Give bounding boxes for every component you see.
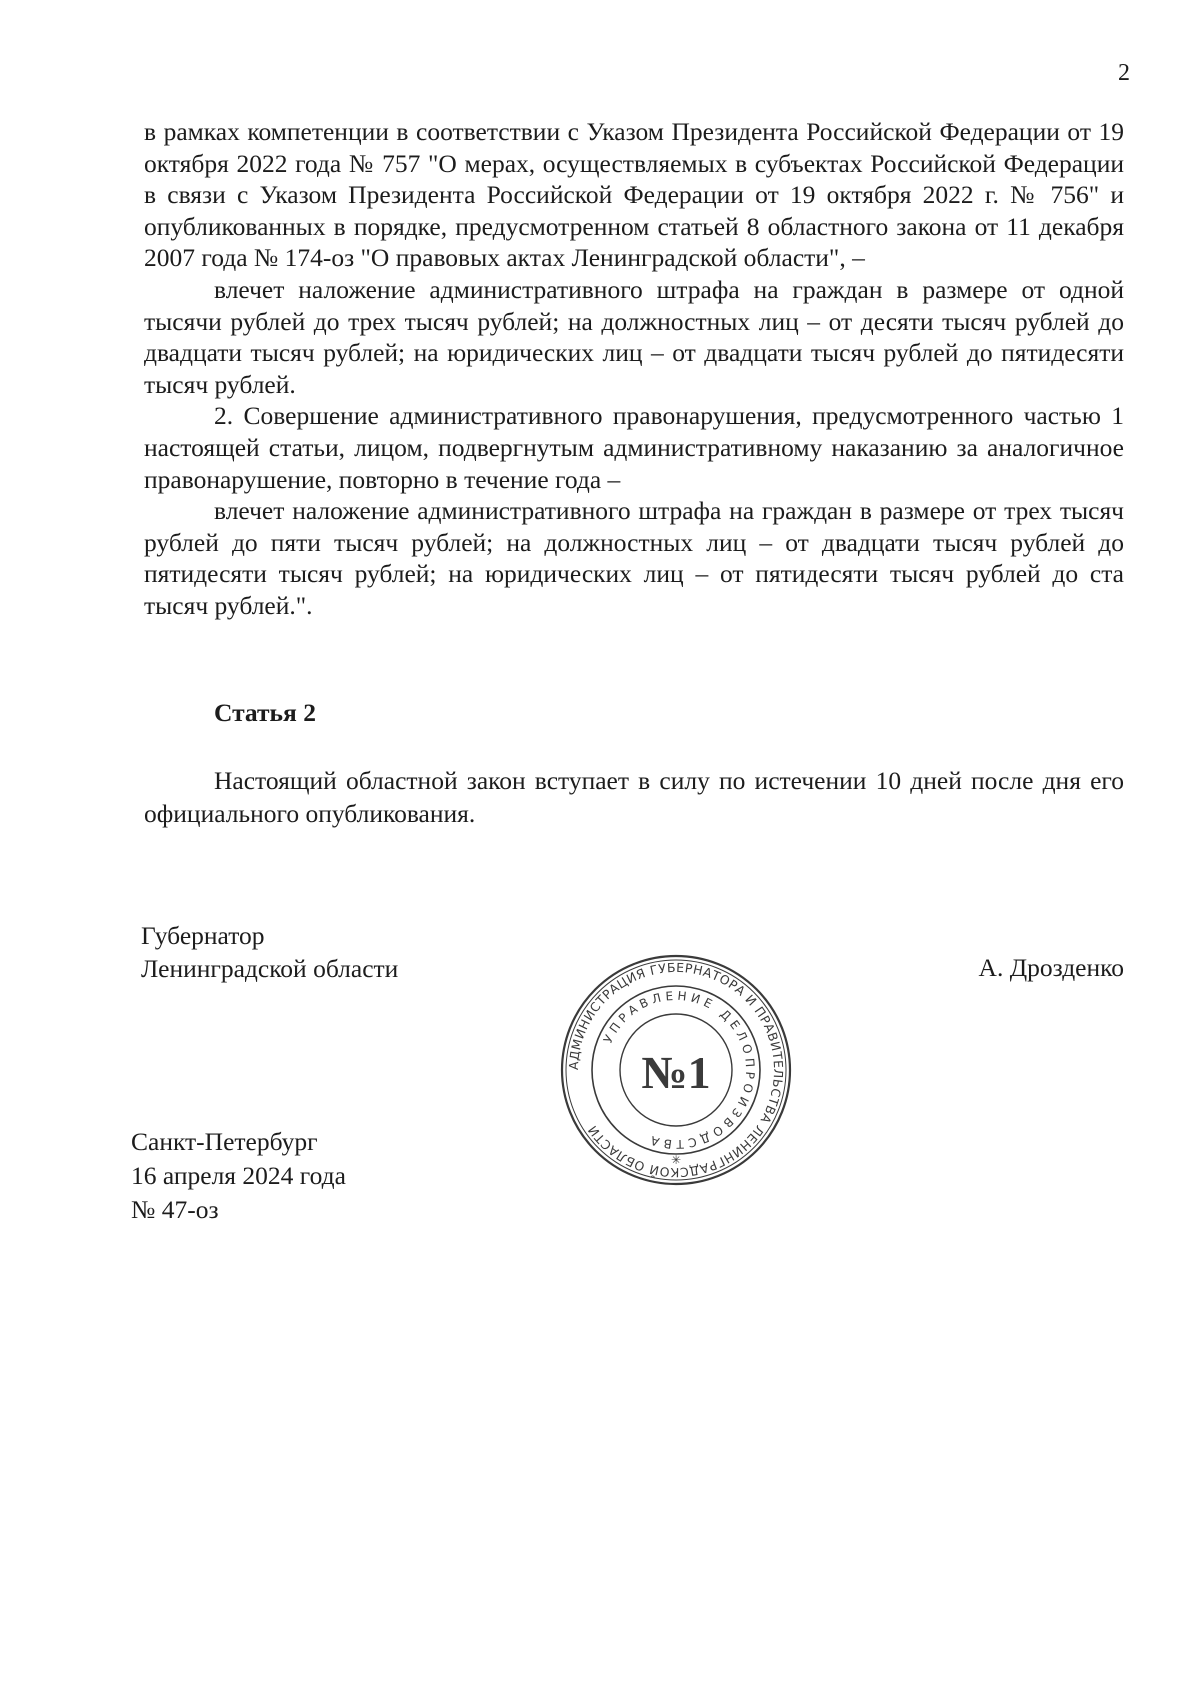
law-body-text: [144, 116, 1124, 622]
law-number: № 47-оз: [131, 1195, 219, 1224]
place-date-block: [131, 1125, 346, 1227]
signatory-title: Губернатор: [141, 921, 265, 950]
signatory-position: [141, 919, 398, 985]
seal-outer-text: АДМИНИСТРАЦИЯ ГУБЕРНАТОРА И ПРАВИТЕЛЬСТВА ЛЕНИНГРАДСКОЙ ОБЛАСТИ: [565, 959, 787, 1181]
signing-city: Санкт-Петербург: [131, 1127, 318, 1156]
article-heading: Статья 2: [214, 698, 316, 727]
paragraph-repeat-offense: 2. Совершение административного правонарушения, предусмотренного частью 1 настоящей статьи, лицом, подвергнутым административному наказанию за аналогичное правонарушение, повторно в течение года –: [144, 401, 1124, 494]
signing-date: 16 апреля 2024 года: [131, 1161, 346, 1190]
page-number: 2: [1118, 60, 1130, 86]
paragraph-penalty-2: влечет наложение административного штрафа на граждан в размере от трех тысяч рублей до пяти тысяч рублей; на должностных лиц – от двадцати тысяч рублей до пятидесяти тысяч рублей; на юридических лиц – от пятидесяти тысяч рублей до ста тысяч рублей.".: [144, 496, 1124, 620]
official-seal-stamp: [556, 950, 796, 1190]
article-text: Настоящий областной закон вступает в силу по истечении 10 дней после дня его официального опубликования.: [144, 766, 1124, 828]
signer-name: А. Дрозденко: [978, 953, 1124, 982]
paragraph-competence: в рамках компетенции в соответствии с Указом Президента Российской Федерации от 19 октября 2022 года № 757 "О мерах, осуществляемых в субъектах Российской Федерации в связи с Указом Президента Российской Федерации от 19 октября 2022 г. № 756" и опубликованных в порядке, предусмотренном статьей 8 областного закона от 11 декабря 2007 года № 174-оз "О правовых актах Ленинградской области", –: [144, 117, 1124, 273]
signatory-region: Ленинградской области: [141, 954, 399, 983]
seal-star-icon: ✳: [670, 1153, 682, 1167]
seal-inner-text: УПРАВЛЕНИЕ ДЕЛОПРОИЗВОДСТВА: [600, 988, 758, 1152]
paragraph-penalty-1: влечет наложение административного штрафа на граждан в размере от одной тысячи рублей до трех тысяч рублей; на должностных лиц – от десяти тысяч рублей до двадцати тысяч рублей; на юридических лиц – от двадцати тысяч рублей до пятидесяти тысяч рублей.: [144, 274, 1124, 399]
seal-center-number: №1: [641, 1047, 711, 1098]
